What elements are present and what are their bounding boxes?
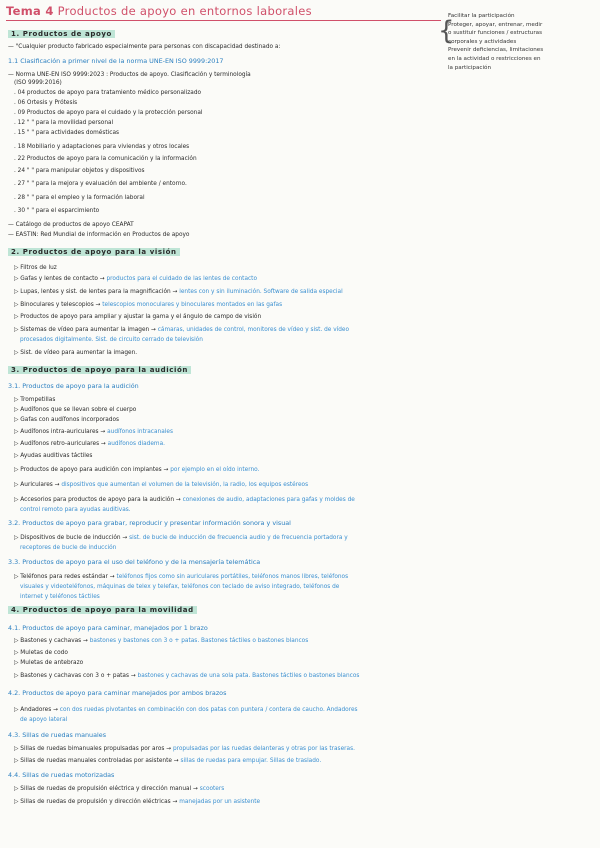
- subsection-heading: 3.1. Productos de apoyo para la audición: [8, 382, 139, 390]
- list-item: ▷ Dispositivos de bucle de inducción → sist. de bucle de inducción de frecuencia audio y de frecuencia portadora y: [14, 535, 348, 541]
- list-item: ▷ Binoculares y telescopios → telescopios monoculares y binoculares montados en las gafas: [14, 302, 283, 308]
- list-item: . 18 Mobiliario y adaptaciones para viviendas y otros locales: [14, 144, 190, 150]
- list-item: ▷ Bastones y cachavas con 3 o + patas → bastones y cachavas de una sola pata. Bastones táctiles o bastones blancos: [14, 673, 360, 679]
- list-item: ▷ Productos de apoyo para ampliar y ajustar la gama y el ángulo de campo de visión: [14, 314, 262, 320]
- definition-line: — "Cualquier producto fabricado especialmente para personas con discapacidad destinado a:: [8, 44, 281, 50]
- list-item: ▷ Gafas con audífonos incorporados: [14, 417, 120, 423]
- list-item: de apoyo lateral: [20, 717, 68, 723]
- list-item: receptores de bucle de inducción: [20, 545, 117, 551]
- side-note-line: Prevenir deficiencias, limitaciones: [448, 47, 544, 54]
- subsection-heading: 4.4. Sillas de ruedas motorizadas: [8, 771, 115, 779]
- subsection-heading: 4.2. Productos de apoyo para caminar manejados por ambos brazos: [8, 689, 227, 697]
- side-note-line: corporales y actividades: [448, 38, 517, 45]
- list-item: ▷ Audífonos intra-auriculares → audífonos intracanales: [14, 429, 173, 435]
- list-item: . 06 Ortesis y Prótesis: [14, 100, 78, 106]
- list-item: ▷ Sillas de ruedas de propulsión y dirección eléctricas → manejadas por un asistente: [14, 799, 261, 805]
- list-item: ▷ Ayudas auditivas táctiles: [14, 453, 93, 459]
- list-item: . 22 Productos de apoyo para la comunicación y la información: [14, 156, 197, 162]
- norma-line: (ISO 9999:2016): [14, 80, 62, 86]
- side-note-line: o sustituir funciones / estructuras: [448, 30, 542, 37]
- list-item: ▷ Audífonos que se llevan sobre el cuerpo: [14, 407, 137, 413]
- list-item: ▷ Muletas de codo: [14, 650, 68, 656]
- list-item: ▷ Trompetillas: [14, 397, 56, 403]
- subsection-heading: 3.2. Productos de apoyo para grabar, reproducir y presentar información sonora y visual: [8, 519, 291, 527]
- list-item: ▷ Sillas de ruedas de propulsión eléctrica y dirección manual → scooters: [14, 786, 225, 792]
- list-item: . 30 " " para el esparcimiento: [14, 208, 100, 214]
- list-item: ▷ Gafas y lentes de contacto → productos para el cuidado de las lentes de contacto: [14, 276, 258, 282]
- classification-line: 1.1 Clasificación a primer nivel de la norma UNE-EN ISO 9999:2017: [8, 57, 224, 65]
- title-underline: [6, 20, 441, 21]
- list-item: ▷ Sillas de ruedas manuales controladas por asistente → sillas de ruedas para empujar. Sillas de traslado.: [14, 758, 322, 764]
- list-item: control remoto para ayudas auditivas.: [20, 507, 131, 513]
- title-text: Productos de apoyo en entornos laborales: [57, 4, 312, 18]
- list-item: ▷ Auriculares → dispositivos que aumentan el volumen de la televisión, la radio, los equipos estéreos: [14, 482, 309, 488]
- subsection-heading: 4.3. Sillas de ruedas manuales: [8, 731, 107, 739]
- title-number: Tema 4: [6, 4, 54, 18]
- list-item: procesados digitalmente. Sist. de circuito cerrado de televisión: [20, 337, 203, 343]
- list-item: ▷ Bastones y cachavas → bastones y bastones con 3 o + patas. Bastones táctiles o bastones blancos: [14, 638, 309, 644]
- list-item: . 09 Productos de apoyo para el cuidado y la protección personal: [14, 110, 203, 116]
- section-2-heading: 2. Productos de apoyo para la visión: [8, 248, 596, 257]
- section-3-heading: 3. Productos de apoyo para la audición: [8, 366, 596, 375]
- list-item: ▷ Teléfonos para redes estándar → teléfonos fijos como sin auriculares portátiles, teléfonos manos libres, teléfonos: [14, 574, 349, 580]
- list-item: internet y teléfonos táctiles: [20, 594, 100, 600]
- side-note-line: Proteger, apoyar, entrenar, medir: [448, 21, 543, 28]
- list-item: ▷ Sistemas de vídeo para aumentar la imagen → cámaras, unidades de control, monitores de vídeo y sist. de vídeo: [14, 327, 350, 333]
- list-item: ▷ Muletas de antebrazo: [14, 660, 84, 666]
- section-4-heading: 4. Productos de apoyo para la movilidad: [8, 606, 596, 615]
- subsection-heading: 3.3. Productos de apoyo para el uso del teléfono y de la mensajería telemática: [8, 558, 261, 566]
- list-item: visuales y videoteléfonos, máquinas de telex y telefax, teléfonos con teclado de aviso integrado, teléfonos de: [20, 584, 340, 590]
- list-item: ▷ Accesorios para productos de apoyo para la audición → conexiones de audio, adaptaciones para gafas y moldes de: [14, 497, 355, 503]
- list-item: . 12 " " para la movilidad personal: [14, 120, 114, 126]
- list-item: ▷ Lupas, lentes y sist. de lentes para la magnificación → lentes con y sin iluminación. Software de salida especial: [14, 289, 343, 295]
- list-item: . 04 productos de apoyo para tratamiento médico personalizado: [14, 90, 202, 96]
- section-1-heading: 1. Productos de apoyo: [8, 30, 596, 39]
- list-item: . 24 " " para manipular objetos y dispositivos: [14, 168, 145, 174]
- list-item: ▷ Filtros de luz: [14, 265, 57, 271]
- list-item: . 15 " " para actividades domésticas: [14, 130, 120, 136]
- page-title: [6, 4, 312, 18]
- reference-line: — EASTIN: Red Mundial de información en Productos de apoyo: [8, 232, 190, 238]
- norma-line: — Norma UNE-EN ISO 9999:2023 : Productos de apoyo. Clasificación y terminología: [8, 72, 251, 78]
- list-item: ▷ Sist. de vídeo para aumentar la imagen.: [14, 350, 138, 356]
- list-item: ▷ Productos de apoyo para audición con implantes → por ejemplo en el oído interno.: [14, 467, 260, 473]
- side-note-line: en la actividad o restricciones en: [448, 55, 541, 62]
- list-item: ▷ Audífonos retro-auriculares → audífonos diadema.: [14, 441, 165, 447]
- reference-line: — Catálogo de productos de apoyo CEAPAT: [8, 222, 134, 228]
- brace-icon: {: [438, 16, 455, 46]
- subsection-heading: 4.1. Productos de apoyo para caminar, manejados por 1 brazo: [8, 624, 208, 632]
- list-item: . 27 " " para la mejora y evaluación del ambiente / entorno.: [14, 181, 187, 187]
- list-item: ▷ Sillas de ruedas bimanuales propulsadas por aros → propulsadas por las ruedas delanteras y otras por las traseras.: [14, 746, 355, 752]
- list-item: . 28 " " para el empleo y la formación laboral: [14, 195, 145, 201]
- side-note-line: Facilitar la participación: [448, 13, 515, 19]
- side-note-line: la participación: [448, 64, 491, 71]
- list-item: ▷ Andadores → con dos ruedas pivotantes en combinación con dos patas con puntera / contera de caucho. Andadores: [14, 707, 358, 713]
